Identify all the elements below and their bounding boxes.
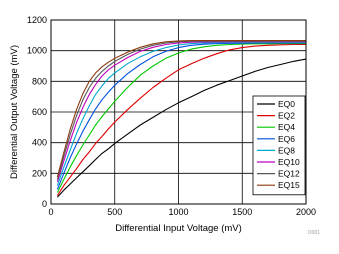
y-tick-label: 1200: [26, 15, 47, 25]
y-tick-label: 800: [31, 76, 47, 87]
y-tick-label: 600: [31, 107, 47, 117]
x-tick-label: 1500: [232, 207, 253, 217]
y-tick-label: 0: [41, 199, 47, 209]
legend-label-eq10: EQ10: [278, 157, 300, 167]
legend-label-eq4: EQ4: [278, 122, 296, 133]
legend-label-eq0: EQ0: [278, 99, 296, 109]
x-axis-title: Differential Input Voltage (mV): [115, 223, 242, 234]
legend-label-eq8: EQ8: [278, 145, 296, 156]
x-tick-label: 2000: [295, 207, 317, 217]
y-axis-title: Differential Output Voltage (mV): [9, 45, 20, 179]
y-tick-label: 400: [31, 137, 47, 148]
legend-label-eq6: EQ6: [278, 133, 296, 144]
x-tick-label: 500: [107, 207, 123, 217]
x-tick-label: 0: [48, 207, 54, 217]
legend-label-eq12: EQ12: [278, 168, 300, 179]
y-tick-label: 1000: [26, 45, 47, 56]
legend-label-eq2: EQ2: [278, 110, 296, 121]
y-tick-label: 200: [31, 168, 47, 179]
x-tick-label: 1000: [168, 207, 189, 217]
figure-code: D001: [308, 230, 320, 236]
legend: [253, 96, 305, 195]
legend-label-eq15: EQ15: [278, 180, 300, 191]
